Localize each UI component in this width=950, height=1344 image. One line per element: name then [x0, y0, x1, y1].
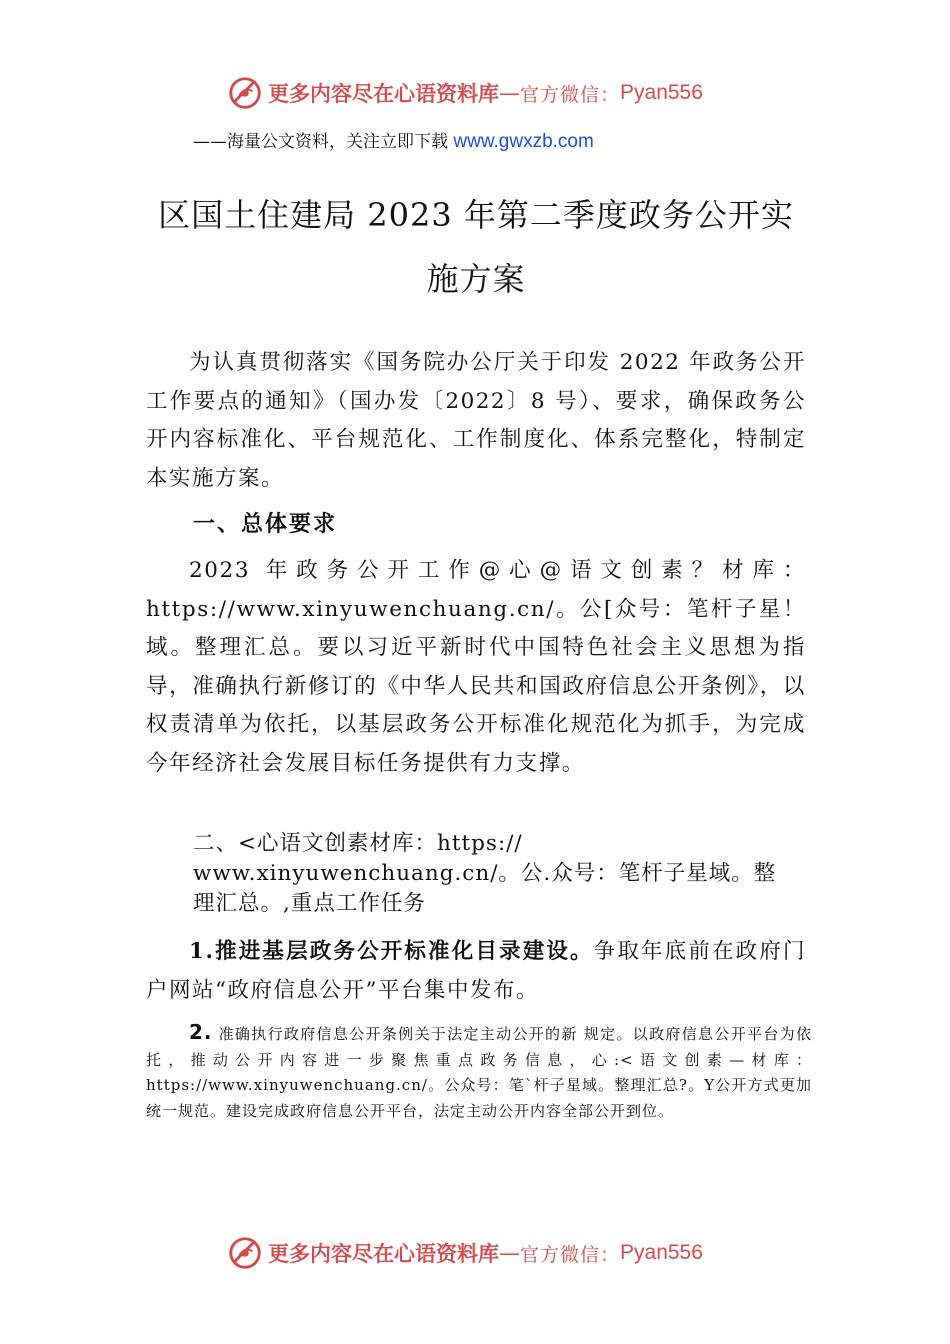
- tasks-heading-line-3: 理汇总。,重点工作任务: [193, 891, 426, 916]
- task-item-2: [146, 1020, 812, 1124]
- task-item-1: [146, 933, 806, 1010]
- wechat-id: Pyan556: [620, 1241, 703, 1264]
- footer-banner: [226, 1233, 703, 1273]
- brand-name: 更多内容尽在心语资料库: [268, 1242, 499, 1266]
- intro-paragraph: 为认真贯彻落实《国务院办公厅关于印发 2022 年政务公开工作要点的通知》（国办发〔2022〕8 号）、要求，确保政务公开内容标准化、平台规范化、工作制度化、体系完整化，特制定本实施方案。: [146, 350, 806, 491]
- task-item-2-text: 准确执行政府信息公开条例关于法定主动公开的新 规定。以政府信息公开平台为依托，推动公开内容进一步聚焦重点政务信息，心:<语文创素—材库：https://www.xinyuwenchuang.cn/。公众号：笔`杆子星域。整理汇总?。Y公开方式更加统一规范。建设完成政府信息公开平台，法定主动公开内容全部公开到位。: [146, 1025, 812, 1120]
- download-link[interactable]: www.gwxzb.com: [453, 131, 594, 152]
- document-title: [146, 183, 806, 311]
- section-heading-tasks: [193, 829, 813, 919]
- wechat-id: Pyan556: [620, 81, 703, 104]
- wechat-label: 官方微信：: [520, 83, 621, 106]
- download-note-text: ——海量公文资料，关注立即下载: [193, 132, 454, 152]
- brand-logo-icon: [226, 74, 264, 112]
- brand-name: 更多内容尽在心语资料库: [268, 82, 499, 106]
- tasks-heading-line-2: www.xinyuwenchuang.cn/。公.众号：笔杆子星域。整: [193, 861, 777, 886]
- download-note: [193, 127, 594, 153]
- task-item-2-number: 2.: [189, 1020, 213, 1044]
- brand-dash: —: [499, 1241, 520, 1265]
- tasks-heading-line-1: 二、<心语文创素材库：https://: [193, 831, 523, 856]
- section-heading-general: 一、总体要求: [193, 512, 338, 537]
- brand-dash: —: [499, 81, 520, 105]
- title-line-1: 区国土住建局 2023 年第二季度政务公开实: [158, 196, 794, 234]
- title-line-2: 施方案: [426, 260, 526, 298]
- brand-logo-icon: [226, 1234, 264, 1272]
- wechat-label: 官方微信：: [520, 1243, 621, 1266]
- task-item-1-lead: 1.推进基层政务公开标准化目录建设。: [189, 939, 594, 964]
- header-banner: [226, 73, 703, 113]
- task-item-1-text: 争取年底前在政府门户网站“政府信息公开”平台集中发布。: [146, 939, 806, 1003]
- general-paragraph: 2023 年政务公开工作@心@语文创素？材库：https://www.xinyuwenchuang.cn/。公[众号：笔杆子星！域。整理汇总。要以习近平新时代中国特色社会主义思想为指导，准确执行新修订的《中华人民共和国政府信息公开条例》，以权责清单为依托，以基层政务公开标准化规范化为抓手，为完成今年经济社会发展目标任务提供有力支撑。: [146, 558, 806, 776]
